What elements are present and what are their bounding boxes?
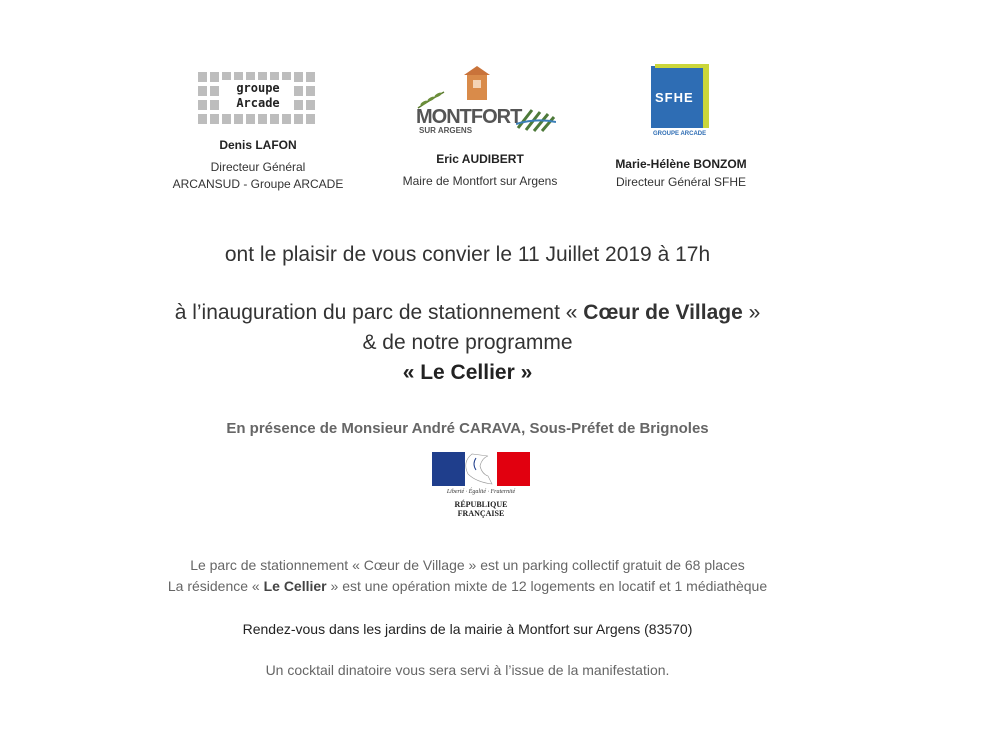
sfhe-logo-accent-top (655, 64, 709, 68)
arcade-logo-line1: groupe (236, 81, 280, 95)
presence-line: En présence de Monsieur André CARAVA, Sous-Préfet de Brignoles (226, 420, 709, 437)
residence-text: La résidence « (167, 578, 264, 594)
arcade-logo-line2: Arcade (236, 96, 280, 110)
inauguration-quote-close: » (742, 301, 761, 324)
signatory-audibert (380, 151, 580, 190)
sfhe-logo-subtitle: GROUPE ARCADE (653, 131, 707, 137)
parking-details: Le parc de stationnement « Cœur de Village » est un parking collectif gratuit de 68 places (190, 557, 745, 573)
sfhe-logo (651, 66, 713, 146)
signatory-name: Denis LAFON (219, 138, 297, 152)
cocktail-line: Un cocktail dinatoire vous sera servi à l’issue de la manifestation. (265, 662, 670, 678)
vineyard-icon (516, 106, 556, 132)
rf-name: RÉPUBLIQUE FRANÇAISE (454, 500, 508, 518)
residence-name: Le Cellier (263, 578, 327, 594)
signatory-lafon (158, 137, 358, 193)
signatory-role-org: ARCANSUD - Groupe ARCADE (172, 177, 344, 191)
tower-icon (464, 66, 490, 100)
montfort-logo-title: MONTFORT (416, 106, 522, 128)
republique-francaise-logo (432, 452, 530, 518)
residence-details (0, 578, 935, 594)
signatory-name: Eric AUDIBERT (436, 152, 524, 166)
rendezvous-line: Rendez-vous dans les jardins de la mairie à Montfort sur Argens (83570) (242, 621, 693, 637)
programme-line: & de notre programme (362, 331, 573, 354)
sfhe-logo-title: SFHE (655, 90, 694, 105)
groupe-arcade-logo (198, 68, 318, 124)
arcade-logo-text (222, 80, 294, 113)
signatory-role: Directeur Général SFHE (615, 175, 747, 189)
signatory-role: Maire de Montfort sur Argens (402, 174, 558, 188)
invitation-date-line: ont le plaisir de vous convier le 11 Juillet 2019 à 17h (224, 243, 711, 266)
residence-text-end: » est une opération mixte de 12 logements en locatif et 1 médiathèque (326, 578, 768, 594)
signatory-bonzom (581, 156, 781, 191)
sfhe-logo-accent-side (703, 66, 709, 128)
signatory-name: Marie-Hélène BONZOM (615, 157, 747, 171)
marianne-flag-icon (432, 452, 530, 488)
montfort-logo-subtitle: SUR ARGENS (419, 126, 473, 135)
le-cellier-title: « Le Cellier » (402, 361, 533, 384)
montfort-logo (416, 66, 556, 136)
coeur-de-village-name: Cœur de Village (583, 301, 743, 324)
inauguration-text: à l’inauguration du parc de stationnement « (174, 301, 584, 324)
signatory-role: Directeur Général (210, 160, 306, 174)
rf-motto: Liberté · Égalité · Fraternité (446, 489, 516, 495)
inauguration-line (0, 301, 935, 325)
